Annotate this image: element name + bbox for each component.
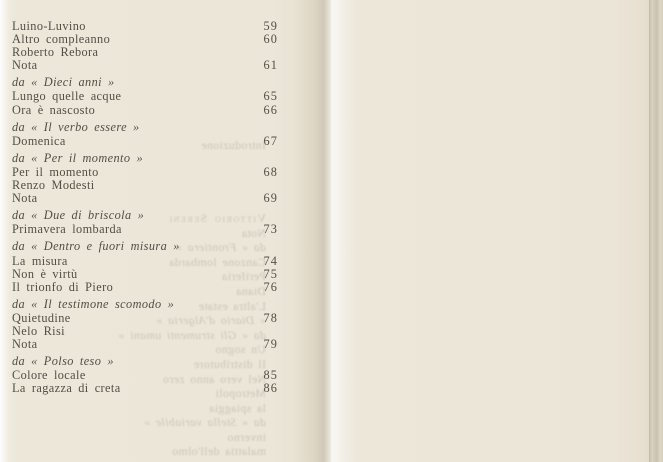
- toc-title-text: Colore locale: [12, 368, 86, 383]
- toc-author-heading: [12, 179, 278, 192]
- toc-page-number: 76: [263, 279, 278, 294]
- toc-title-text: da « Per il momento »: [12, 150, 144, 165]
- toc-page-number: 75: [263, 266, 278, 281]
- ghost-text-line: Diana: [235, 283, 266, 298]
- ghost-text-line: Metropoli: [215, 386, 266, 401]
- toc-title-text: Luino-Luvino: [12, 19, 86, 33]
- toc-title-text: da « Il verbo essere »: [12, 119, 140, 134]
- ghost-text-line: da « Stella variabile »: [143, 415, 266, 430]
- toc-entry-line: [12, 382, 278, 395]
- ghost-text-line: « Diario d'Algeria »: [156, 313, 266, 328]
- toc-title-text: da « Dentro e fuori misura »: [12, 239, 180, 254]
- ghost-text-line: da « Frontiera »: [175, 240, 266, 255]
- toc-entry-line: [12, 312, 278, 325]
- ghost-text-line: L'altra estate: [198, 298, 266, 313]
- toc-author-heading: [12, 46, 278, 59]
- toc-page-number: 59: [263, 19, 278, 33]
- toc-entry-line: [12, 59, 278, 72]
- toc-title-text: Roberto Rebora: [12, 45, 99, 60]
- toc-title-text: da « Il testimone scomodo »: [12, 296, 175, 311]
- ghost-text-line: Un sogno: [215, 342, 266, 357]
- toc-entry-line: [12, 223, 278, 236]
- toc-title-text: Nota: [12, 337, 38, 352]
- toc-entry-line: [12, 192, 278, 205]
- toc-title-text: Ora è nascosto: [12, 102, 96, 117]
- toc-title-text: La misura: [12, 253, 68, 268]
- ghost-text-line: Periferia: [221, 269, 266, 284]
- toc-entry-line: [12, 338, 278, 351]
- toc-page-number: 79: [263, 337, 278, 352]
- toc-entry-line: [12, 255, 278, 268]
- toc-title-text: Domenica: [12, 133, 66, 148]
- toc-title-text: Non è virtù: [12, 266, 78, 281]
- toc-title-text: Nota: [12, 58, 38, 73]
- ghost-text-line: Canzone lombarda: [168, 254, 266, 269]
- toc-title-text: La ragazza di creta: [12, 381, 121, 396]
- toc-page-number: 74: [263, 253, 278, 268]
- toc-title-text: Nelo Risi: [12, 323, 65, 338]
- toc-title-text: Per il momento: [12, 164, 99, 179]
- toc-page-number: 86: [263, 381, 278, 396]
- toc-work-line: [12, 355, 278, 368]
- toc-page-number: 67: [263, 133, 278, 148]
- toc-entry-line: [12, 135, 278, 148]
- ghost-text-line: Nota: [241, 225, 266, 240]
- toc-title-text: Quietudine: [12, 310, 71, 325]
- toc-page-number: 60: [263, 32, 278, 47]
- page-edge-right: [649, 0, 663, 462]
- toc-title-text: Altro compleanno: [12, 32, 111, 47]
- toc-page-number: 69: [263, 191, 278, 206]
- toc-work-line: [12, 152, 278, 165]
- ghost-text-line: malattia dell'olmo: [171, 444, 266, 459]
- toc-author-heading: [12, 325, 278, 338]
- toc-title-text: da « Due di briscola »: [12, 208, 145, 223]
- toc-page-number: 61: [263, 58, 278, 73]
- toc-work-line: [12, 209, 278, 222]
- toc-work-line: [12, 240, 278, 253]
- toc-page-number: 68: [263, 164, 278, 179]
- toc-column-left: [12, 20, 278, 395]
- ghost-text-line: la spiaggia: [208, 400, 266, 415]
- toc-work-line: [12, 121, 278, 134]
- left-page: [0, 0, 331, 462]
- toc-title-text: Nota: [12, 191, 38, 206]
- toc-work-line: [12, 76, 278, 89]
- ghost-text-line: da « Gli strumenti umani »: [118, 327, 266, 342]
- toc-title-text: Primavera lombarda: [12, 222, 122, 237]
- ghost-text-line: Introduzione: [200, 138, 266, 152]
- toc-entry-line: [12, 268, 278, 281]
- toc-work-line: [12, 298, 278, 311]
- toc-entry-line: [12, 281, 278, 294]
- toc-title-text: Lungo quelle acque: [12, 89, 122, 104]
- toc-title-text: Il trionfo di Piero: [12, 279, 114, 294]
- toc-title-text: da « Dieci anni »: [12, 75, 115, 90]
- ghost-text-line: inverno: [227, 429, 266, 444]
- toc-page-number: 73: [263, 222, 278, 237]
- ghost-text-line: Il distributore: [193, 356, 266, 371]
- toc-page-number: 85: [263, 368, 278, 383]
- toc-title-text: Renzo Modesti: [12, 178, 95, 193]
- right-page: [331, 0, 663, 462]
- toc-page-number: 78: [263, 310, 278, 325]
- toc-title-text: da « Polso teso »: [12, 354, 114, 369]
- toc-entry-line: [12, 104, 278, 117]
- page-edge-left: [0, 0, 9, 462]
- ghost-text-line: Nel vero anno zero: [162, 371, 266, 386]
- toc-page-number: 65: [263, 89, 278, 104]
- toc-entry-line: [12, 90, 278, 103]
- toc-page-number: 66: [263, 102, 278, 117]
- ghost-text-line: Vittorio Sereni: [168, 210, 266, 225]
